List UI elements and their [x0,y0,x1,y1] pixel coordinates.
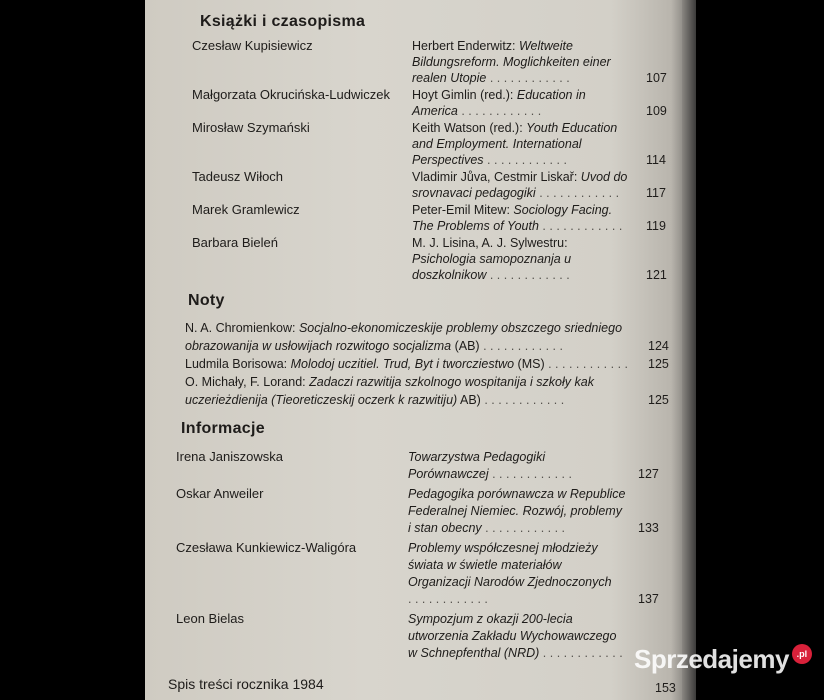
page-number: 137 [638,592,659,606]
page-number: 114 [646,153,666,167]
watermark-logo: Sprzedajemy [634,644,789,674]
page-number: 117 [646,186,666,200]
watermark [634,644,812,674]
dot-leader: . . . . . . . . . . . . [489,71,570,85]
entry-title: Molodoj uczitiel. Trud, Byt i tworcziestwo [290,357,515,371]
info-entry-row [176,486,824,537]
dot-leader: . . . . . . . . . . . . [489,268,570,282]
author-name: Leon Bielas [176,611,244,626]
contents-flow [0,12,824,665]
page-number: 127 [638,467,659,481]
dot-leader: . . . . . . . . . . . . [492,467,572,481]
entry-title: Pedagogika porównawcza w Republice Federalnej Niemiec. Rozwój, problemy i stan obecny [408,487,626,535]
dot-leader: . . . . . . . . . . . . [461,104,542,118]
entry-title: Youth Education and Employment. International Perspectives [412,121,618,167]
reviewer-name: Tadeusz Wiłoch [192,169,284,184]
entry-title: Psichologia samopoznanja u doszkolnikow [412,252,572,282]
notes-list [185,319,824,409]
entry-author: Hoyt Gimlin (red.): [412,88,517,102]
books-list [192,38,824,283]
entry-text [412,202,638,234]
book-entry-row [192,38,824,86]
dot-leader: . . . . . . . . . . . . [484,393,565,407]
entry-suffix: (MS) [514,357,545,371]
reviewer-name: Mirosław Szymański [192,120,310,135]
entry-title: Sociology Facing. The Problems of Youth [412,203,613,233]
page-number: 107 [646,71,667,85]
dot-leader: . . . . . . . . . . . . [485,521,566,535]
entry-text [412,120,638,168]
dot-leader: . . . . . . . . . . . . [487,153,567,167]
dot-leader: . . . . . . . . . . . . [542,219,623,233]
info-list [176,449,824,662]
page-number: 125 [648,393,669,407]
entry-title: Socjalno-ekonomiczeskije problemy obszczego sriedniego obrazowanija w usłowijach rozwitogo socjalizma [185,321,623,353]
page-number: 121 [646,268,667,282]
entry-author: Herbert Enderwitz: [412,39,519,53]
page-number: 133 [638,521,659,535]
dot-leader: . . . . . . . . . . . . [539,186,620,200]
entry-text [412,169,638,201]
section-heading-books: Książki i czasopisma [200,13,366,30]
book-entry-row [192,235,824,283]
entry-text [408,449,630,483]
entry-author: M. J. Lisina, A. J. Sylwestru: [412,236,568,250]
entry-text [408,540,630,608]
entry-text [185,319,640,355]
note-entry-row [185,355,824,373]
annual-index-page: 153 [655,681,676,695]
entry-text [185,373,640,409]
entry-title: Uvod do srovnavaci pedagogiki [412,170,628,200]
book-entry-row [192,87,824,119]
reviewer-name: Barbara Bieleń [192,235,278,250]
entry-author: O. Michały, F. Lorand: [185,375,310,389]
entry-text [185,355,640,373]
author-name: Czesława Kunkiewicz-Waligóra [176,540,357,555]
entry-title: Sympozjum z okazji 200-lecia utworzenia Zakładu Wychowawczego w Schnepfenthal (NRD) [408,612,617,660]
book-entry-row [192,169,824,201]
entry-author: Peter-Emil Mitew: [412,203,514,217]
note-entry-row [185,319,824,355]
page-number: 125 [648,357,669,371]
info-entry-row [176,449,824,483]
entry-suffix: (AB) [451,339,480,353]
annual-index-label: Spis treści rocznika 1984 [168,676,324,692]
page-number: 124 [648,339,669,353]
entry-author: Keith Watson (red.): [412,121,527,135]
entry-text [412,87,638,119]
dot-leader: . . . . . . . . . . . . [548,357,628,371]
entry-title: Weltweite Bildungsreform. Moglichkeiten einer realen Utopie [412,39,611,85]
reviewer-name: Małgorzata Okrucińska-Ludwiczek [192,87,390,102]
entry-text [412,235,638,283]
entry-author: Ludmila Borisowa: [185,357,291,371]
page-number: 119 [646,219,666,233]
entry-text [412,38,638,86]
entry-title: Education in America [412,88,586,118]
section-heading-notes: Noty [188,292,225,309]
watermark-badge: .pl [792,644,812,664]
dot-leader: . . . . . . . . . . . . [408,592,488,606]
entry-title: Zadaczi razwitija szkolnogo wospitanija i szkoły kak uczerieżdienija (Tieoreticzeskij oczerk k razwitiju) [185,375,594,407]
page-number: 109 [646,104,667,118]
reviewer-name: Czesław Kupisiewicz [192,38,313,53]
book-entry-row [192,120,824,168]
entry-suffix: AB) [457,393,481,407]
note-entry-row [185,373,824,409]
author-name: Irena Janiszowska [176,449,283,464]
dot-leader: . . . . . . . . . . . . [542,646,623,660]
entry-title: Problemy współczesnej młodzieży świata w świetle materiałów Organizacji Narodów Zjednoczonych [408,541,612,589]
author-name: Oskar Anweiler [176,486,264,501]
entry-author: Vladimir Jůva, Cestmir Liskař: [412,170,581,184]
dot-leader: . . . . . . . . . . . . [483,339,563,353]
entry-author: N. A. Chromienkow: [185,321,299,335]
info-entry-row [176,540,824,608]
reviewer-name: Marek Gramlewicz [192,202,300,217]
entry-title: Towarzystwa Pedagogiki Porównawczej [408,450,546,481]
section-heading-info: Informacje [181,420,265,437]
entry-text [408,611,630,662]
book-entry-row [192,202,824,234]
entry-text [408,486,630,537]
